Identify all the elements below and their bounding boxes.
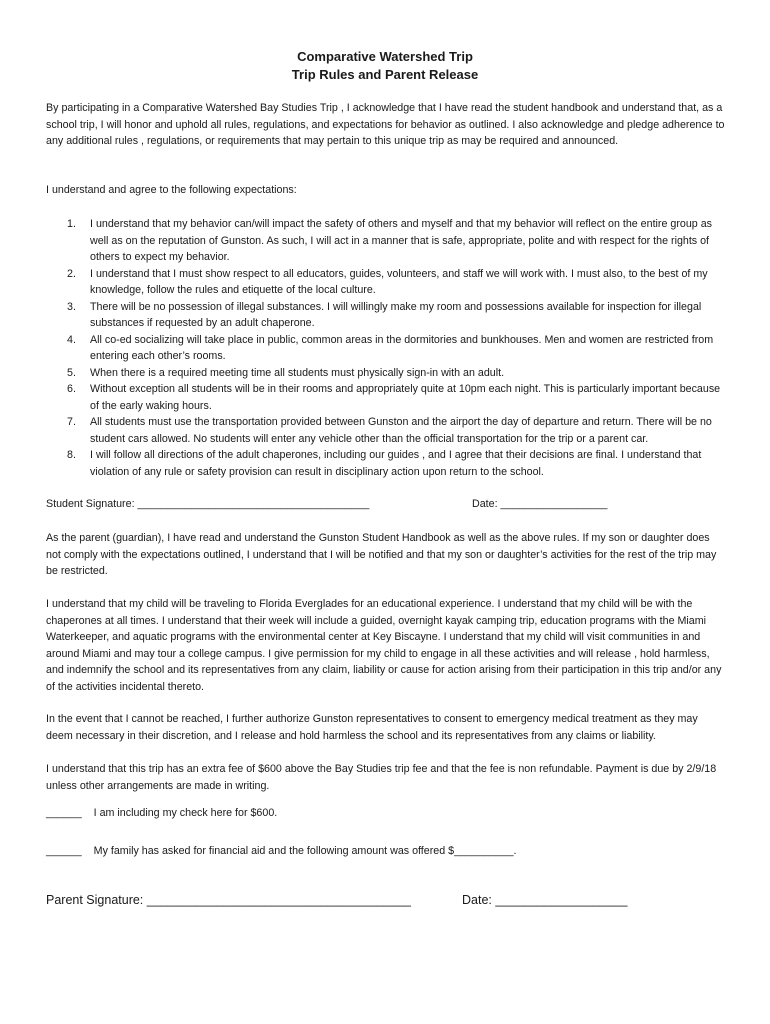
- rule-text: When there is a required meeting time all students must physically sign-in with an adult.: [90, 366, 505, 379]
- fee-paragraph: I understand that this trip has an extra fee of $600 above the Bay Studies trip fee and that the fee is non refundable. Payment is due by 2/9/18 unless other arrangements are made in writing.: [46, 763, 717, 792]
- financial-aid-blank[interactable]: ______: [46, 845, 82, 857]
- parent-date-label: Date:: [462, 893, 496, 907]
- expectations-intro: I understand and agree to the following expectations:: [46, 184, 297, 196]
- rule-number: 1.: [67, 218, 76, 230]
- student-signature-field[interactable]: [46, 496, 369, 513]
- rule-text: I understand that my behavior can/will impact the safety of others and myself and that my behavior will reflect on the entire group as well as on the reputation of Gunston. As such, I will act in a manner that is safe, appropriate, polite and with respect for the rights of others to expect my behavior.: [90, 218, 712, 263]
- financial-aid-option[interactable]: [46, 843, 517, 860]
- rule-number: 5.: [67, 366, 76, 379]
- student-signature-line[interactable]: _______________________________________: [137, 498, 370, 510]
- student-date-field[interactable]: [472, 496, 608, 513]
- document-subtitle: Trip Rules and Parent Release: [291, 67, 479, 82]
- student-date-line[interactable]: __________________: [500, 498, 608, 510]
- financial-aid-text: My family has asked for financial aid and the following amount was offered $__________.: [93, 845, 517, 857]
- parent-signature-field[interactable]: [46, 891, 411, 909]
- check-payment-text: I am including my check here for $600.: [93, 807, 278, 819]
- rules-list: [46, 216, 726, 480]
- rule-text: All students must use the transportation provided between Gunston and the airport the day of departure and return. There will be no student cars allowed. No students will enter any vehicle other than the official transportation for the trip or a parent car.: [90, 416, 712, 445]
- rule-text: I will follow all directions of the adult chaperones, including our guides , and I agree that their decisions are final. I understand that violation of any rule or safety provision can result in disciplinary action upon return to the school.: [90, 449, 702, 478]
- parent-date-field[interactable]: [462, 891, 627, 909]
- rule-item: [46, 414, 726, 447]
- rule-item: [46, 216, 726, 266]
- parent-date-line[interactable]: ___________________: [495, 893, 628, 907]
- intro-paragraph: By participating in a Comparative Watershed Bay Studies Trip , I acknowledge that I have read the student handbook and understand that, as a school trip, I will honor and uphold all rules, regulations, and expectations for behavior as outlined. I also acknowledge and pledge adherence to any additional rules , regulations, or requirements that may pertain to this unique trip as may be required and announced.: [46, 102, 725, 147]
- rule-item: [46, 332, 726, 365]
- rule-number: 7.: [67, 416, 76, 428]
- student-signature-label: Student Signature:: [46, 498, 138, 510]
- rule-number: 2.: [67, 267, 76, 280]
- rule-text: All co-ed socializing will take place in public, common areas in the dormitories and bunkhouses. Men and women are restricted from entering each other’s rooms.: [90, 333, 714, 362]
- check-payment-option[interactable]: [46, 805, 277, 822]
- rule-item: [46, 447, 726, 480]
- travel-permission-paragraph: I understand that my child will be traveling to Florida Everglades for an educational experience. I understand that my child will be with the chaperones at all times. I understand that their week will include a guided, overnight kayak camping trip, education programs with the Miami Waterkeeper, and aquatic programs with the environmental center at Key Biscayne. I understand that my child will visit communities in and around Miami and may tour a college campus. I give permission for my child to engage in all these activities and will release , hold harmless, and indemnify the school and its representatives from any claim, liability or cause for action arising from their participation in this trip and/or any of the activities incidental thereto.: [46, 598, 722, 693]
- rule-item: [46, 299, 726, 332]
- check-payment-blank[interactable]: ______: [46, 807, 82, 819]
- rule-item: [46, 381, 726, 414]
- rule-number: 3.: [67, 300, 76, 313]
- parent-signature-line[interactable]: ______________________________________: [146, 893, 411, 907]
- rule-text: I understand that I must show respect to all educators, guides, volunteers, and staff we will work with. I must also, to the best of my knowledge, follow the rules and etiquette of the local culture.: [90, 267, 708, 296]
- rule-text: There will be no possession of illegal substances. I will willingly make my room and possessions available for inspection for illegal substances if requested by an adult chaperone.: [90, 300, 702, 329]
- rule-number: 4.: [67, 333, 76, 346]
- rule-item: [46, 365, 726, 382]
- parent-signature-label: Parent Signature:: [46, 893, 147, 907]
- rule-item: [46, 266, 726, 299]
- parent-acknowledgement-paragraph: As the parent (guardian), I have read and understand the Gunston Student Handbook as well as the above rules. If my son or daughter does not comply with the expectations outlined, I understand that I will be notified and that my son or daughter’s activities for the rest of the trip may be restricted.: [46, 532, 717, 577]
- rule-number: 6.: [67, 383, 76, 395]
- rule-text: Without exception all students will be in their rooms and appropriately quite at 10pm each night. This is particularly important because of the early waking hours.: [90, 383, 721, 412]
- student-date-label: Date:: [472, 498, 501, 510]
- emergency-authorization-paragraph: In the event that I cannot be reached, I further authorize Gunston representatives to consent to emergency medical treatment as they may deem necessary in their discretion, and I release and hold harmless the school and its representatives from any claims or liability.: [46, 713, 698, 742]
- document-title: Comparative Watershed Trip: [297, 49, 473, 64]
- rule-number: 8.: [67, 449, 76, 461]
